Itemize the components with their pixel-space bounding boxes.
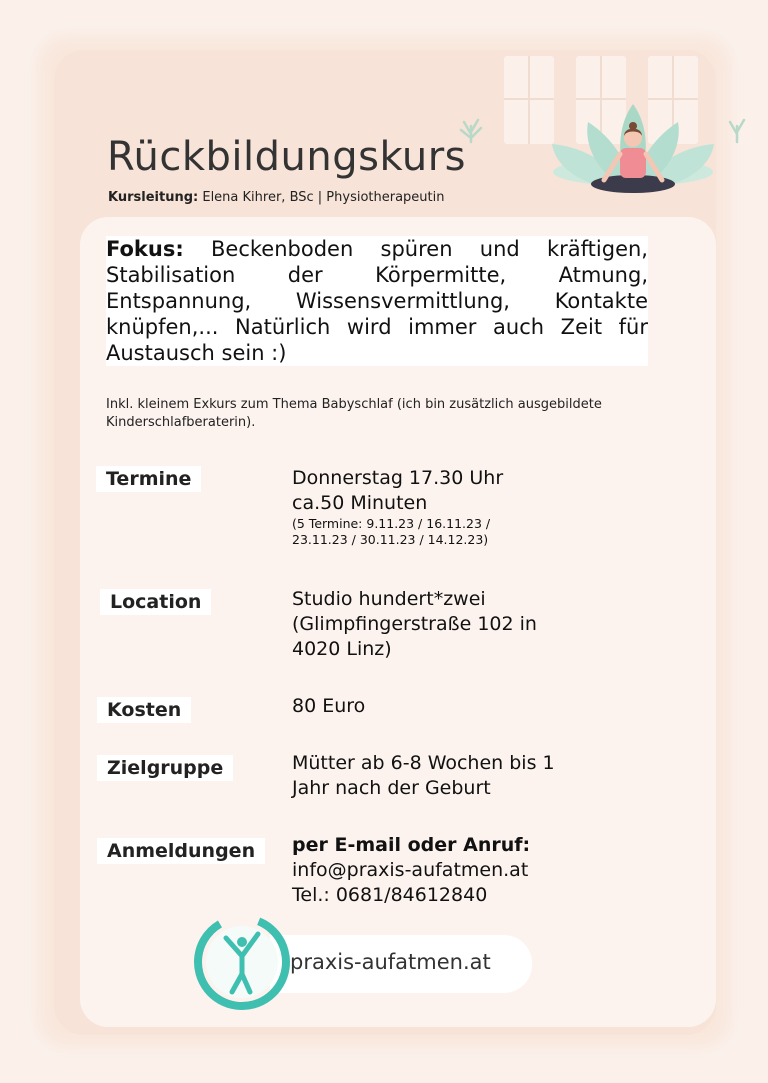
location-value (292, 587, 537, 662)
page-title: Rückbildungskurs (107, 134, 467, 180)
termine-label: Termine (96, 466, 201, 492)
termine-value (292, 466, 503, 548)
anmeldungen-value (292, 833, 530, 908)
termine-dates: (5 Termine: 9.11.23 / 16.11.23 / (292, 516, 491, 531)
location-name: Studio hundert*zwei (292, 588, 486, 610)
zielgruppe-label: Zielgruppe (97, 755, 233, 781)
yoga-lotus-illustration (548, 100, 718, 200)
babysleep-note: Inkl. kleinem Exkurs zum Thema Babyschlaf (ich bin zusätzlich ausgebildete Kinderschlafberaterin). (106, 397, 602, 430)
location-label: Location (100, 589, 211, 615)
email-link[interactable]: info@praxis-aufatmen.at (292, 859, 529, 881)
termine-dates: 23.11.23 / 30.11.23 / 14.12.23) (292, 532, 489, 547)
location-street: (Glimpfingerstraße 102 in (292, 613, 537, 635)
zielgruppe-line: Mütter ab 6-8 Wochen bis 1 (292, 752, 555, 774)
instructor-line (108, 190, 445, 205)
location-city: 4020 Linz) (292, 638, 392, 660)
focus-paragraph (106, 236, 648, 366)
kosten-label: Kosten (97, 697, 191, 723)
praxis-logo-icon (192, 912, 292, 1012)
focus-text: Beckenboden spüren und kräftigen, Stabilisation der Körpermitte, Atmung, Entspannung, Wissensvermittlung, Kontakte knüpfen,... Natürlich wird immer auch Zeit für Austausch sein :) (106, 237, 648, 365)
kosten-value: 80 Euro (292, 695, 366, 717)
termine-day: Donnerstag 17.30 Uhr (292, 467, 504, 489)
focus-label: Fokus: (106, 237, 184, 261)
plant-icon (726, 116, 748, 144)
instructor-label: Kursleitung: (108, 190, 199, 205)
zielgruppe-line: Jahr nach der Geburt (292, 777, 491, 799)
anmeldungen-label: Anmeldungen (97, 838, 265, 864)
anmeldungen-method: per E-mail oder Anruf: (292, 834, 531, 856)
instructor-value: Elena Kihrer, BSc | Physiotherapeutin (202, 190, 445, 205)
termine-duration: ca.50 Minuten (292, 492, 428, 514)
zielgruppe-value (292, 751, 555, 801)
logo-text[interactable]: praxis-aufatmen.at (290, 950, 491, 974)
phone-number[interactable]: Tel.: 0681/84612840 (292, 884, 488, 906)
